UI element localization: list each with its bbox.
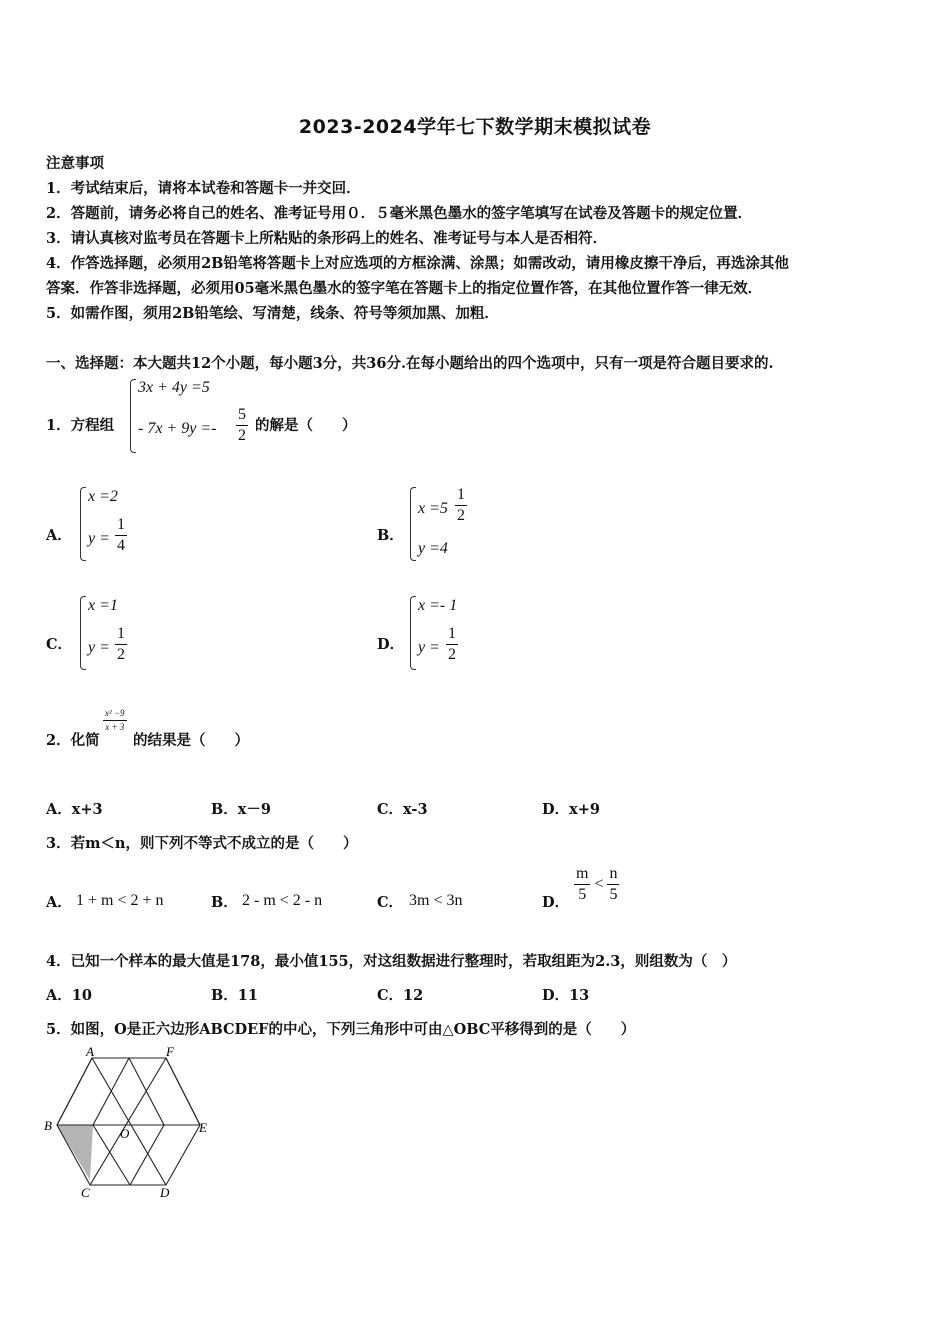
q3-option-c-label[interactable]: C． bbox=[377, 894, 404, 911]
q1-option-b-label[interactable]: B． bbox=[377, 527, 404, 544]
q4-option-d[interactable]: D．13 bbox=[542, 987, 590, 1004]
notice-item-2: 2．答题前，请务必将自己的姓名、准考证号用０．５毫米黑色墨水的签字笔填写在试卷及答题卡的规定位置． bbox=[46, 205, 753, 222]
q1-option-c-x: x =1 bbox=[88, 597, 118, 614]
notice-item-4: 4．作答选择题，必须用2B铅笔将答题卡上对应选项的方框涂满、涂黑；如需改动，请用橡皮擦干净后，再选涂其他 bbox=[46, 255, 789, 272]
q1-option-c-brace bbox=[80, 596, 86, 670]
hexagon-figure bbox=[40, 1040, 220, 1200]
q1-eq2-left: - 7x + 9y =- bbox=[138, 420, 217, 437]
q1-eq1: 3x + 4y =5 bbox=[138, 379, 210, 396]
q1-option-d-x: x =- 1 bbox=[418, 597, 458, 614]
q1-system-brace bbox=[130, 379, 136, 453]
label-a: A bbox=[86, 1044, 94, 1059]
q3-option-a-label[interactable]: A． bbox=[46, 894, 72, 911]
q3-option-d-den2: 5 bbox=[609, 886, 618, 903]
q1-option-a-label[interactable]: A． bbox=[46, 527, 72, 544]
q1-option-c-y-frac bbox=[115, 626, 127, 663]
q1-option-a-y-num: 1 bbox=[115, 517, 127, 536]
shaded-triangle-obc bbox=[57, 1125, 93, 1180]
section-heading: 一、选择题：本大题共12个小题，每小题3分，共36分.在每小题给出的四个选项中，只有一项是符合题目要求的. bbox=[46, 355, 774, 372]
notice-heading: 注意事项 bbox=[46, 155, 104, 172]
q3-option-d-num1: m bbox=[574, 866, 590, 885]
q1-suffix: 的解是（ ） bbox=[255, 417, 357, 434]
page-title: 2023-2024学年七下数学期末模拟试卷 bbox=[298, 116, 652, 138]
label-o: O bbox=[120, 1126, 130, 1141]
q1-option-d-y-left: y = bbox=[418, 639, 440, 656]
q2-option-d[interactable]: D．x+9 bbox=[542, 801, 600, 818]
inner-line-2 bbox=[129, 1058, 164, 1125]
q2-prefix: 2．化简 bbox=[46, 732, 100, 749]
q1-option-d-y-num: 1 bbox=[446, 626, 458, 645]
edge-fe bbox=[166, 1058, 200, 1125]
q2-suffix: 的结果是（ ） bbox=[133, 732, 249, 749]
q4-option-c[interactable]: C．12 bbox=[377, 987, 424, 1004]
q5-text: 5．如图，O是正六边形ABCDEF的中心，下列三角形中可由△OBC平移得到的是（ ） bbox=[46, 1021, 636, 1038]
q1-option-c-y-num: 1 bbox=[115, 626, 127, 645]
q1-option-a-brace bbox=[80, 487, 86, 561]
q1-eq2-fraction bbox=[236, 407, 248, 444]
q1-option-a-y-den: 4 bbox=[117, 537, 125, 554]
q1-option-d-y-den: 2 bbox=[448, 646, 456, 663]
q1-option-a-y-frac bbox=[115, 517, 127, 554]
label-b: B bbox=[44, 1118, 52, 1133]
q1-option-c-y-den: 2 bbox=[117, 646, 125, 663]
q1-option-b-x-left: x =5 bbox=[418, 500, 448, 517]
q1-option-a-y-left: y = bbox=[88, 530, 110, 547]
q2-option-a[interactable]: A．x+3 bbox=[46, 801, 103, 818]
q1-option-b-x-den: 2 bbox=[457, 507, 465, 524]
q3-option-b-expr: 2 - m < 2 - n bbox=[242, 892, 323, 909]
q3-option-d-label[interactable]: D． bbox=[542, 894, 570, 911]
q1-option-b-x-frac bbox=[455, 487, 467, 524]
notice-item-5: 5．如需作图，须用2B铅笔绘、写清楚，线条、符号等须加黑、加粗． bbox=[46, 305, 499, 322]
q4-option-b[interactable]: B．11 bbox=[211, 987, 258, 1004]
q2-fraction bbox=[103, 709, 127, 732]
q2-den: x + 3 bbox=[105, 722, 125, 732]
q3-option-d-expr bbox=[574, 866, 619, 903]
q3-option-d-num2: n bbox=[607, 866, 619, 885]
q1-option-d-y-frac bbox=[446, 626, 458, 663]
label-f: F bbox=[166, 1044, 174, 1059]
q1-eq2-num: 5 bbox=[236, 407, 248, 426]
q2-option-c[interactable]: C．x-3 bbox=[377, 801, 428, 818]
label-e: E bbox=[199, 1120, 207, 1135]
label-d: D bbox=[160, 1185, 170, 1200]
q1-option-c-y-left: y = bbox=[88, 639, 110, 656]
notice-item-3: 3．请认真核对监考员在答题卡上所粘贴的条形码上的姓名、准考证号与本人是否相符． bbox=[46, 230, 608, 247]
q1-option-b-x-num: 1 bbox=[455, 487, 467, 506]
q3-option-d-op: < bbox=[594, 875, 604, 893]
q1-option-b-y: y =4 bbox=[418, 540, 448, 557]
q3-option-c-expr: 3m < 3n bbox=[409, 892, 463, 909]
q3-option-b-label[interactable]: B． bbox=[211, 894, 238, 911]
q1-option-d-label[interactable]: D． bbox=[377, 636, 405, 653]
q2-num: x² −9 bbox=[103, 709, 127, 721]
q4-text: 4．已知一个样本的最大值是178，最小值155，对这组数据进行整理时，若取组距为2.3，则组数为（ ） bbox=[46, 953, 737, 970]
q3-option-d-den1: 5 bbox=[578, 886, 587, 903]
q3-text: 3．若m＜n，则下列不等式不成立的是（ ） bbox=[46, 835, 358, 852]
q1-option-c-label[interactable]: C． bbox=[46, 636, 73, 653]
q1-prefix: 1．方程组 bbox=[46, 417, 115, 434]
inner-line-4 bbox=[130, 1125, 164, 1185]
q3-option-a-expr: 1 + m < 2 + n bbox=[76, 892, 164, 909]
q1-option-a-x: x =2 bbox=[88, 488, 118, 505]
q2-option-b[interactable]: B．x－9 bbox=[211, 801, 271, 818]
q1-option-b-brace bbox=[410, 487, 416, 561]
q1-eq2-den: 2 bbox=[238, 427, 246, 444]
notice-item-4-cont: 答案．作答非选择题，必须用05毫米黑色墨水的签字笔在答题卡上的指定位置作答，在其他位置作答一律无效． bbox=[46, 280, 763, 297]
q1-option-d-brace bbox=[410, 596, 416, 670]
label-c: C bbox=[81, 1185, 90, 1200]
notice-item-1: 1．考试结束后，请将本试卷和答题卡一并交回． bbox=[46, 180, 361, 197]
q4-option-a[interactable]: A．10 bbox=[46, 987, 92, 1004]
edge-ab bbox=[57, 1058, 92, 1125]
